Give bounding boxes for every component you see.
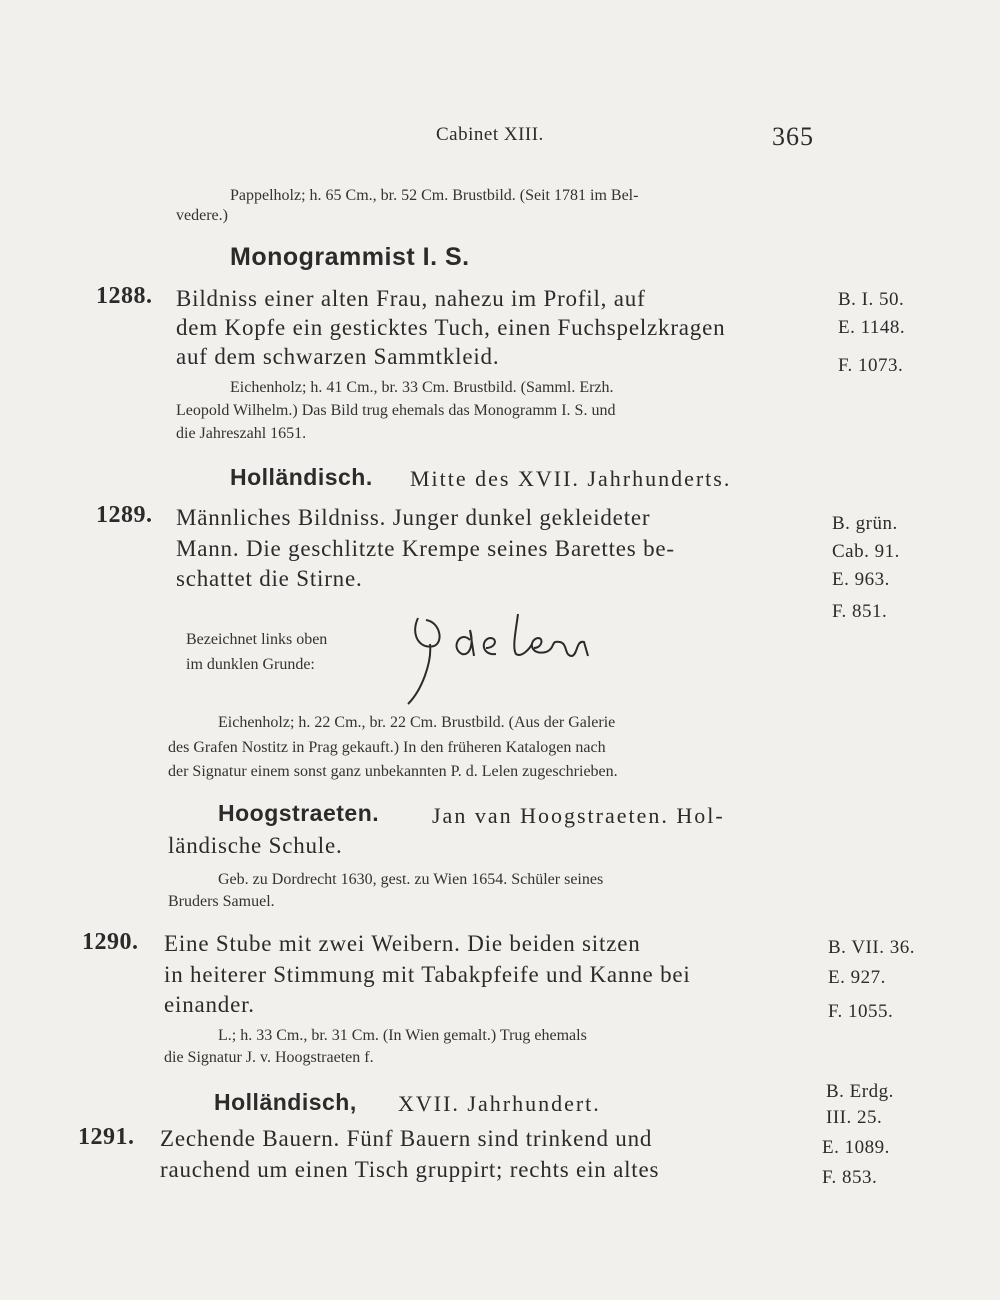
reference-number: F. 1055. (828, 1001, 894, 1022)
section-subtitle: XVII. Jahrhundert. (398, 1091, 601, 1116)
entry-text-line: schattet die Stirne. (176, 566, 363, 591)
catalogue-number: 1288. (96, 283, 153, 309)
entry-note-line: der Signatur einem sonst ganz unbekannten P. d. Lelen zugeschrieben. (168, 763, 618, 780)
biography-line: Bruders Samuel. (168, 893, 275, 910)
reference-number: B. Erdg. (826, 1081, 894, 1102)
section-subtitle: Jan van Hoogstraeten. Hol- (432, 803, 725, 828)
entry-note-line: Eichenholz; h. 22 Cm., br. 22 Cm. Brustbild. (Aus der Galerie (218, 714, 616, 731)
entry-text-line: Bildniss einer alten Frau, nahezu im Profil, auf (176, 286, 646, 311)
section-heading: Monogrammist I. S. (230, 243, 470, 271)
signature-label: im dunklen Grunde: (186, 656, 315, 673)
entry-text-line: in heiterer Stimmung mit Tabakpfeife und Kanne bei (164, 962, 691, 987)
reference-number: E. 927. (828, 967, 886, 988)
entry-text-line: Männliches Bildniss. Junger dunkel gekleideter (176, 505, 651, 530)
section-heading: Holländisch, (214, 1089, 357, 1115)
reference-number: E. 1089. (822, 1137, 890, 1158)
catalogue-number: 1291. (78, 1124, 135, 1150)
entry-text-line: Zechende Bauern. Fünf Bauern sind trinkend und (160, 1126, 653, 1151)
entry-text-line: Mann. Die geschlitzte Krempe seines Barettes be- (176, 536, 675, 561)
section-subtitle: ländische Schule. (168, 833, 343, 858)
entry-text-line: auf dem schwarzen Sammtkleid. (176, 344, 500, 369)
reference-number: F. 1073. (838, 355, 904, 376)
entry-note-line: Leopold Wilhelm.) Das Bild trug ehemals das Monogramm I. S. und (176, 402, 616, 419)
entry-text-line: rauchend um einen Tisch gruppirt; rechts ein altes (160, 1157, 660, 1182)
catalogue-number: 1290. (82, 929, 139, 955)
running-header: Cabinet XIII. (436, 124, 544, 145)
entry-note-line: die Signatur J. v. Hoogstraeten f. (164, 1049, 374, 1066)
entry-note-line: die Jahreszahl 1651. (176, 425, 307, 442)
entry-note-line: L.; h. 33 Cm., br. 31 Cm. (In Wien gemalt.) Trug ehemals (218, 1027, 587, 1044)
page-number: 365 (772, 122, 814, 151)
section-heading: Hoogstraeten. (218, 800, 380, 826)
reference-number: F. 853. (822, 1167, 878, 1188)
entry-text-line: Eine Stube mit zwei Weibern. Die beiden sitzen (164, 931, 641, 956)
reference-number: B. VII. 36. (828, 937, 915, 958)
reference-number: B. I. 50. (838, 289, 905, 310)
reference-number: F. 851. (832, 601, 888, 622)
reference-number: E. 1148. (838, 317, 906, 338)
catalogue-number: 1289. (96, 502, 153, 528)
intro-line: vedere.) (176, 207, 228, 224)
entry-note-line: Eichenholz; h. 41 Cm., br. 33 Cm. Brustbild. (Samml. Erzh. (230, 379, 614, 396)
reference-number: B. grün. (832, 513, 898, 534)
section-heading: Holländisch. (230, 464, 373, 490)
biography-line: Geb. zu Dordrecht 1630, gest. zu Wien 1654. Schüler seines (218, 871, 604, 888)
entry-text-line: einander. (164, 992, 255, 1017)
reference-number: E. 963. (832, 569, 890, 590)
signature-label: Bezeichnet links oben (186, 631, 328, 648)
intro-line: Pappelholz; h. 65 Cm., br. 52 Cm. Brustbild. (Seit 1781 im Bel- (230, 187, 639, 204)
reference-number: III. 25. (826, 1107, 883, 1128)
entry-text-line: dem Kopfe ein gesticktes Tuch, einen Fuchspelzkragen (176, 315, 726, 340)
reference-number: Cab. 91. (832, 541, 900, 562)
section-subtitle: Mitte des XVII. Jahrhunderts. (410, 466, 732, 491)
entry-note-line: des Grafen Nostitz in Prag gekauft.) In den früheren Katalogen nach (168, 739, 606, 756)
signature-facsimile (400, 600, 600, 710)
